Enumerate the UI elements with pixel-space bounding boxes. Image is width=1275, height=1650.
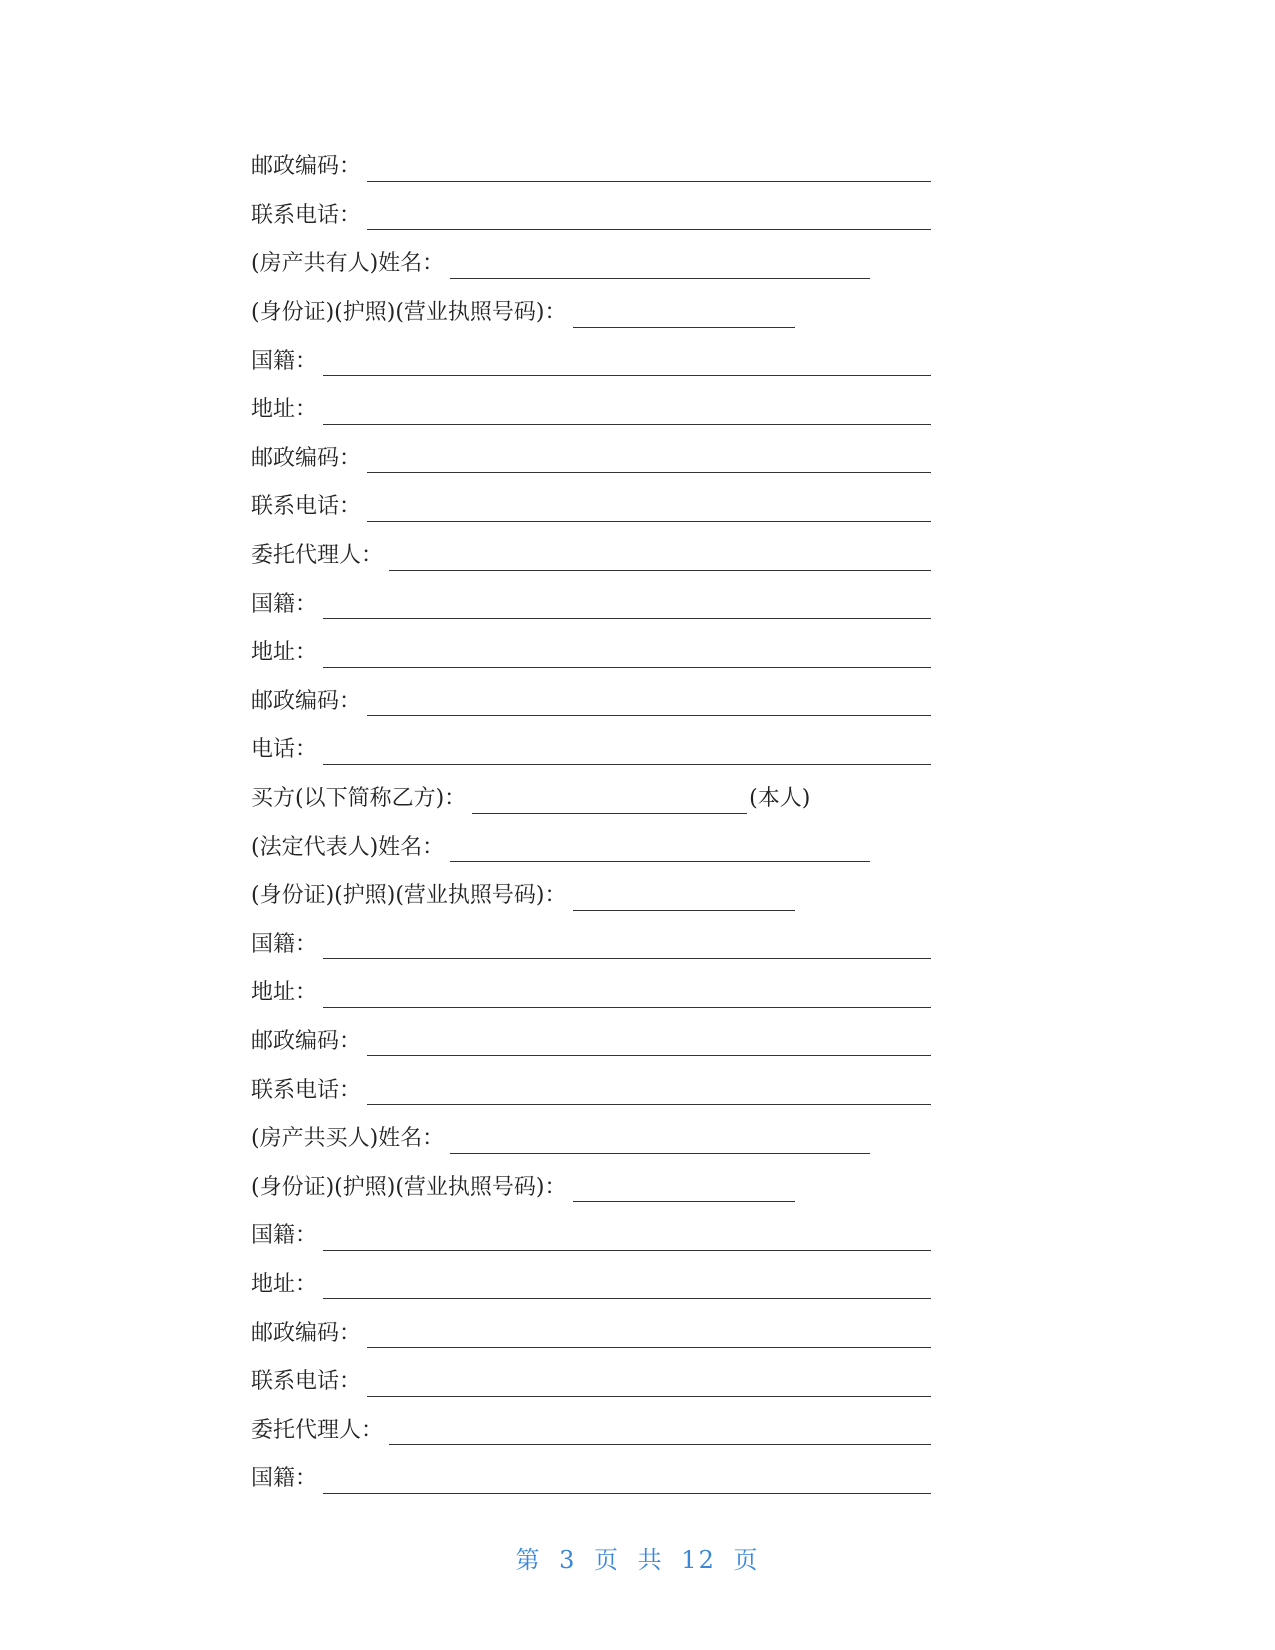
- field-label: 国籍：: [251, 348, 318, 374]
- fill-in-blank[interactable]: [367, 691, 931, 716]
- field-label: 邮政编码：: [251, 688, 362, 714]
- field-label: 委托代理人：: [251, 543, 384, 569]
- field-address: [251, 629, 931, 678]
- field-address: [251, 969, 931, 1018]
- fill-in-blank[interactable]: [472, 789, 747, 814]
- fill-in-blank[interactable]: [573, 886, 795, 911]
- field-label: 地址：: [251, 397, 318, 423]
- field-postal-code: [251, 143, 931, 192]
- fill-in-blank[interactable]: [450, 837, 870, 862]
- fill-in-blank[interactable]: [323, 1226, 931, 1251]
- field-id-number: [251, 1163, 931, 1212]
- field-legal-rep-name: [251, 823, 931, 872]
- field-phone: [251, 726, 931, 775]
- fill-in-blank[interactable]: [323, 740, 931, 765]
- field-co-owner-name: [251, 240, 931, 289]
- field-label: (身份证)(护照)(营业执照号码)：: [251, 1174, 567, 1200]
- fill-in-blank[interactable]: [367, 205, 931, 230]
- fill-in-blank[interactable]: [367, 448, 931, 473]
- field-label: 地址：: [251, 1271, 318, 1297]
- field-label: 邮政编码：: [251, 445, 362, 471]
- fill-in-blank[interactable]: [323, 351, 931, 376]
- field-label: 电话：: [251, 737, 318, 763]
- field-postal-code: [251, 435, 931, 484]
- fill-in-blank[interactable]: [367, 1080, 931, 1105]
- fill-in-blank[interactable]: [323, 643, 931, 668]
- fill-in-blank[interactable]: [367, 157, 931, 182]
- field-label: 联系电话：: [251, 1077, 362, 1103]
- field-label: 委托代理人：: [251, 1417, 384, 1443]
- fill-in-blank[interactable]: [367, 1031, 931, 1056]
- fill-in-blank[interactable]: [367, 1372, 931, 1397]
- field-label: 国籍：: [251, 1466, 318, 1492]
- field-label: 地址：: [251, 980, 318, 1006]
- field-buyer: [251, 775, 931, 824]
- fill-in-blank[interactable]: [323, 983, 931, 1008]
- field-nationality: [251, 921, 931, 970]
- field-label: 地址：: [251, 640, 318, 666]
- field-nationality: [251, 1455, 931, 1504]
- field-label: 邮政编码：: [251, 1028, 362, 1054]
- fill-in-blank[interactable]: [323, 400, 931, 425]
- document-body: [251, 143, 931, 1504]
- field-label: (法定代表人)姓名：: [251, 834, 445, 860]
- page-number: 第 3 页 共 12 页: [515, 1546, 760, 1574]
- fill-in-blank[interactable]: [573, 1177, 795, 1202]
- field-agent: [251, 532, 931, 581]
- fill-in-blank[interactable]: [323, 1274, 931, 1299]
- field-id-number: [251, 872, 931, 921]
- fill-in-blank[interactable]: [450, 1129, 870, 1154]
- field-label: 联系电话：: [251, 202, 362, 228]
- fill-in-blank[interactable]: [323, 934, 931, 959]
- field-label: (房产共买人)姓名：: [251, 1126, 445, 1152]
- fill-in-blank[interactable]: [389, 1420, 931, 1445]
- field-phone: [251, 1066, 931, 1115]
- field-nationality: [251, 1212, 931, 1261]
- field-phone: [251, 483, 931, 532]
- field-label: (身份证)(护照)(营业执照号码)：: [251, 300, 567, 326]
- fill-in-blank[interactable]: [323, 594, 931, 619]
- fill-in-blank[interactable]: [450, 254, 870, 279]
- field-phone: [251, 1358, 931, 1407]
- field-label: 联系电话：: [251, 1369, 362, 1395]
- fill-in-blank[interactable]: [367, 1323, 931, 1348]
- field-postal-code: [251, 1018, 931, 1067]
- field-label: (身份证)(护照)(营业执照号码)：: [251, 883, 567, 909]
- field-address: [251, 386, 931, 435]
- field-phone: [251, 192, 931, 241]
- field-address: [251, 1261, 931, 1310]
- field-label: 买方(以下简称乙方)：: [251, 786, 467, 812]
- field-label: 国籍：: [251, 591, 318, 617]
- field-postal-code: [251, 1309, 931, 1358]
- field-agent: [251, 1406, 931, 1455]
- field-nationality: [251, 337, 931, 386]
- fill-in-blank[interactable]: [389, 546, 931, 571]
- fill-in-blank[interactable]: [573, 303, 795, 328]
- field-label: 邮政编码：: [251, 1320, 362, 1346]
- fill-in-blank[interactable]: [367, 497, 931, 522]
- field-label: 国籍：: [251, 931, 318, 957]
- fill-in-blank[interactable]: [323, 1469, 931, 1494]
- field-nationality: [251, 580, 931, 629]
- field-postal-code: [251, 678, 931, 727]
- field-co-buyer-name: [251, 1115, 931, 1164]
- field-id-number: [251, 289, 931, 338]
- field-label: 国籍：: [251, 1223, 318, 1249]
- field-label: 联系电话：: [251, 494, 362, 520]
- field-label: (房产共有人)姓名：: [251, 251, 445, 277]
- field-suffix: (本人): [749, 786, 811, 812]
- field-label: 邮政编码：: [251, 154, 362, 180]
